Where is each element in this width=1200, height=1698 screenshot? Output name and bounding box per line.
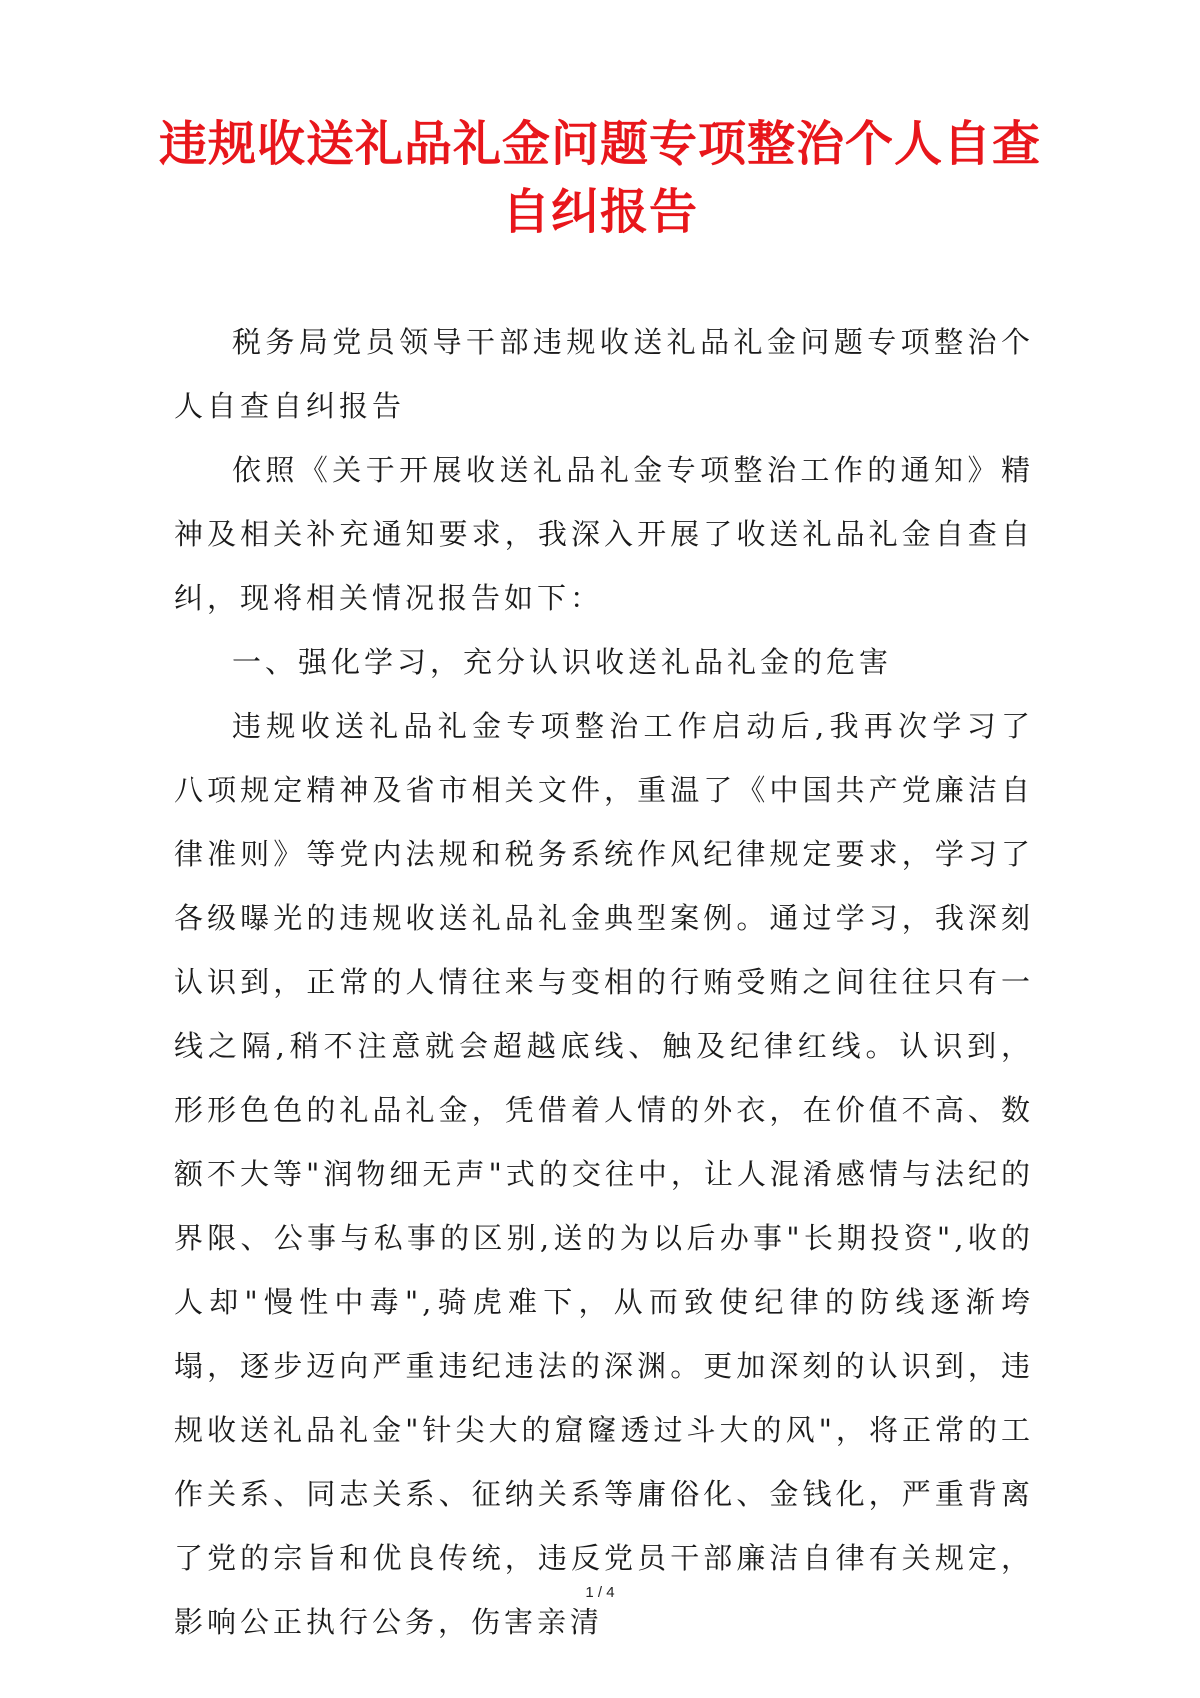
paragraph-intro: 依照《关于开展收送礼品礼金专项整治工作的通知》精神及相关补充通知要求，我深入开展了收送礼品礼金自查自纠，现将相关情况报告如下： bbox=[174, 453, 1034, 615]
paragraph-section-1: 违规收送礼品礼金专项整治工作启动后,我再次学习了八项规定精神及省市相关文件，重温了《中国共产党廉洁自律准则》等党内法规和税务系统作风纪律规定要求，学习了各级曝光的违规收送礼品礼金典型案例。通过学习，我深刻认识到，正常的人情往来与变相的行贿受贿之间往往只有一线之隔,稍不注意就会超越底线、触及纪律红线。认识到，形形色色的礼品礼金，凭借着人情的外衣，在价值不高、数额不大等"润物细无声"式的交往中，让人混淆感情与法纪的界限、公事与私事的区别,送的为以后办事"长期投资",收的人却"慢性中毒",骑虎难下，从而致使纪律的防线逐渐垮塌，逐步迈向严重违纪违法的深渊。更加深刻的认识到，违规收送礼品礼金"针尖大的窟窿透过斗大的风"，将正常的工作关系、同志关系、征纳关系等庸俗化、金钱化，严重背离了党的宗旨和优良传统，违反党员干部廉洁自律有关规定，影响公正执行公务，伤害亲清 bbox=[174, 709, 1034, 1639]
paragraph-subtitle: 税务局党员领导干部违规收送礼品礼金问题专项整治个人自查自纠报告 bbox=[174, 325, 1034, 423]
page-number: 1 / 4 bbox=[585, 1584, 615, 1601]
document-body bbox=[174, 310, 1034, 1654]
section-heading-1: 一、强化学习，充分认识收送礼品礼金的危害 bbox=[232, 645, 893, 679]
document-title: 违规收送礼品礼金问题专项整治个人自查自纠报告 bbox=[158, 116, 1041, 240]
